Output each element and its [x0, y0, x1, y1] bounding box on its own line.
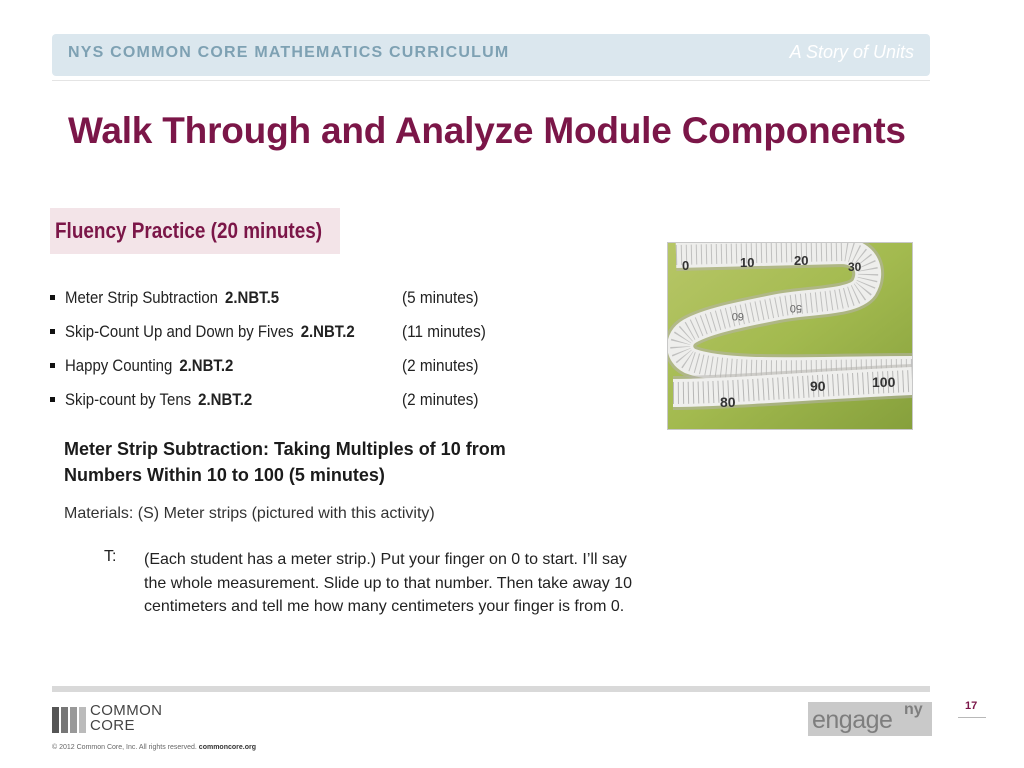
- tape-label: 10: [740, 255, 755, 270]
- engage-word: engage: [812, 706, 893, 734]
- tape-label: 50: [789, 302, 802, 314]
- tape-label: 20: [794, 253, 809, 268]
- logo-line1: COMMON: [90, 702, 163, 719]
- fluency-heading: Fluency Practice (20 minutes): [55, 218, 323, 243]
- copyright-text: © 2012 Common Core, Inc. All rights reserved. commoncore.org: [52, 744, 256, 751]
- teacher-label: T:: [104, 548, 117, 565]
- tape-label: 90: [810, 378, 826, 394]
- logo-line2: CORE: [90, 717, 135, 734]
- common-core-logo-icon: [52, 705, 86, 733]
- activity-standard: 2.NBT.2: [300, 322, 355, 341]
- tape-label: 60: [731, 310, 744, 322]
- meter-strip-illustration: [668, 243, 912, 429]
- tape-label: 30: [848, 260, 862, 274]
- engageny-logo: [808, 702, 932, 736]
- header-divider: [52, 80, 930, 81]
- footer-divider: [52, 686, 930, 692]
- bullet-icon: [50, 363, 55, 368]
- activity-standard: 2.NBT.5: [225, 288, 280, 307]
- slide-title: Walk Through and Analyze Module Components: [68, 110, 906, 151]
- bullet-icon: [50, 329, 55, 334]
- engage-ny: ny: [904, 701, 923, 718]
- tape-label: 100: [872, 374, 896, 390]
- activity-heading-line2: Numbers Within 10 to 100 (5 minutes): [64, 465, 385, 485]
- activity-time: (11 minutes): [402, 322, 486, 341]
- common-core-logo-text: [90, 703, 162, 733]
- activity-name: Skip-count by Tens: [65, 390, 192, 409]
- meter-strip-photo: [667, 242, 913, 430]
- activity-heading-line1: Meter Strip Subtraction: Taking Multiples of 10 from: [64, 439, 506, 459]
- activity-standard: 2.NBT.2: [179, 356, 234, 375]
- activity-heading: [64, 436, 664, 488]
- activity-time: (5 minutes): [402, 288, 479, 307]
- activity-name: Skip-Count Up and Down by Fives: [65, 322, 294, 341]
- commoncore-link[interactable]: commoncore.org: [198, 744, 256, 751]
- tape-label: 80: [720, 394, 736, 410]
- bullet-icon: [50, 397, 55, 402]
- page-number-underline: [958, 717, 986, 718]
- activity-time: (2 minutes): [402, 356, 479, 375]
- story-of-units-label: A Story of Units: [789, 42, 914, 62]
- activity-name: Happy Counting: [65, 356, 173, 375]
- activity-standard: 2.NBT.2: [198, 390, 253, 409]
- activity-name: Meter Strip Subtraction: [65, 288, 218, 307]
- tape-label: 0: [682, 258, 690, 273]
- materials-text: Materials: (S) Meter strips (pictured with this activity): [64, 505, 435, 522]
- teacher-instructions: (Each student has a meter strip.) Put your finger on 0 to start. I’ll say the whole measurement. Slide up to that number. Then take away 10 centimeters and tell me how many centimeters your finger is from 0.: [144, 551, 632, 615]
- page-number: 17: [965, 700, 978, 712]
- activity-time: (2 minutes): [402, 390, 479, 409]
- bullet-icon: [50, 295, 55, 300]
- curriculum-label: NYS COMMON CORE MATHEMATICS CURRICULUM: [68, 44, 510, 61]
